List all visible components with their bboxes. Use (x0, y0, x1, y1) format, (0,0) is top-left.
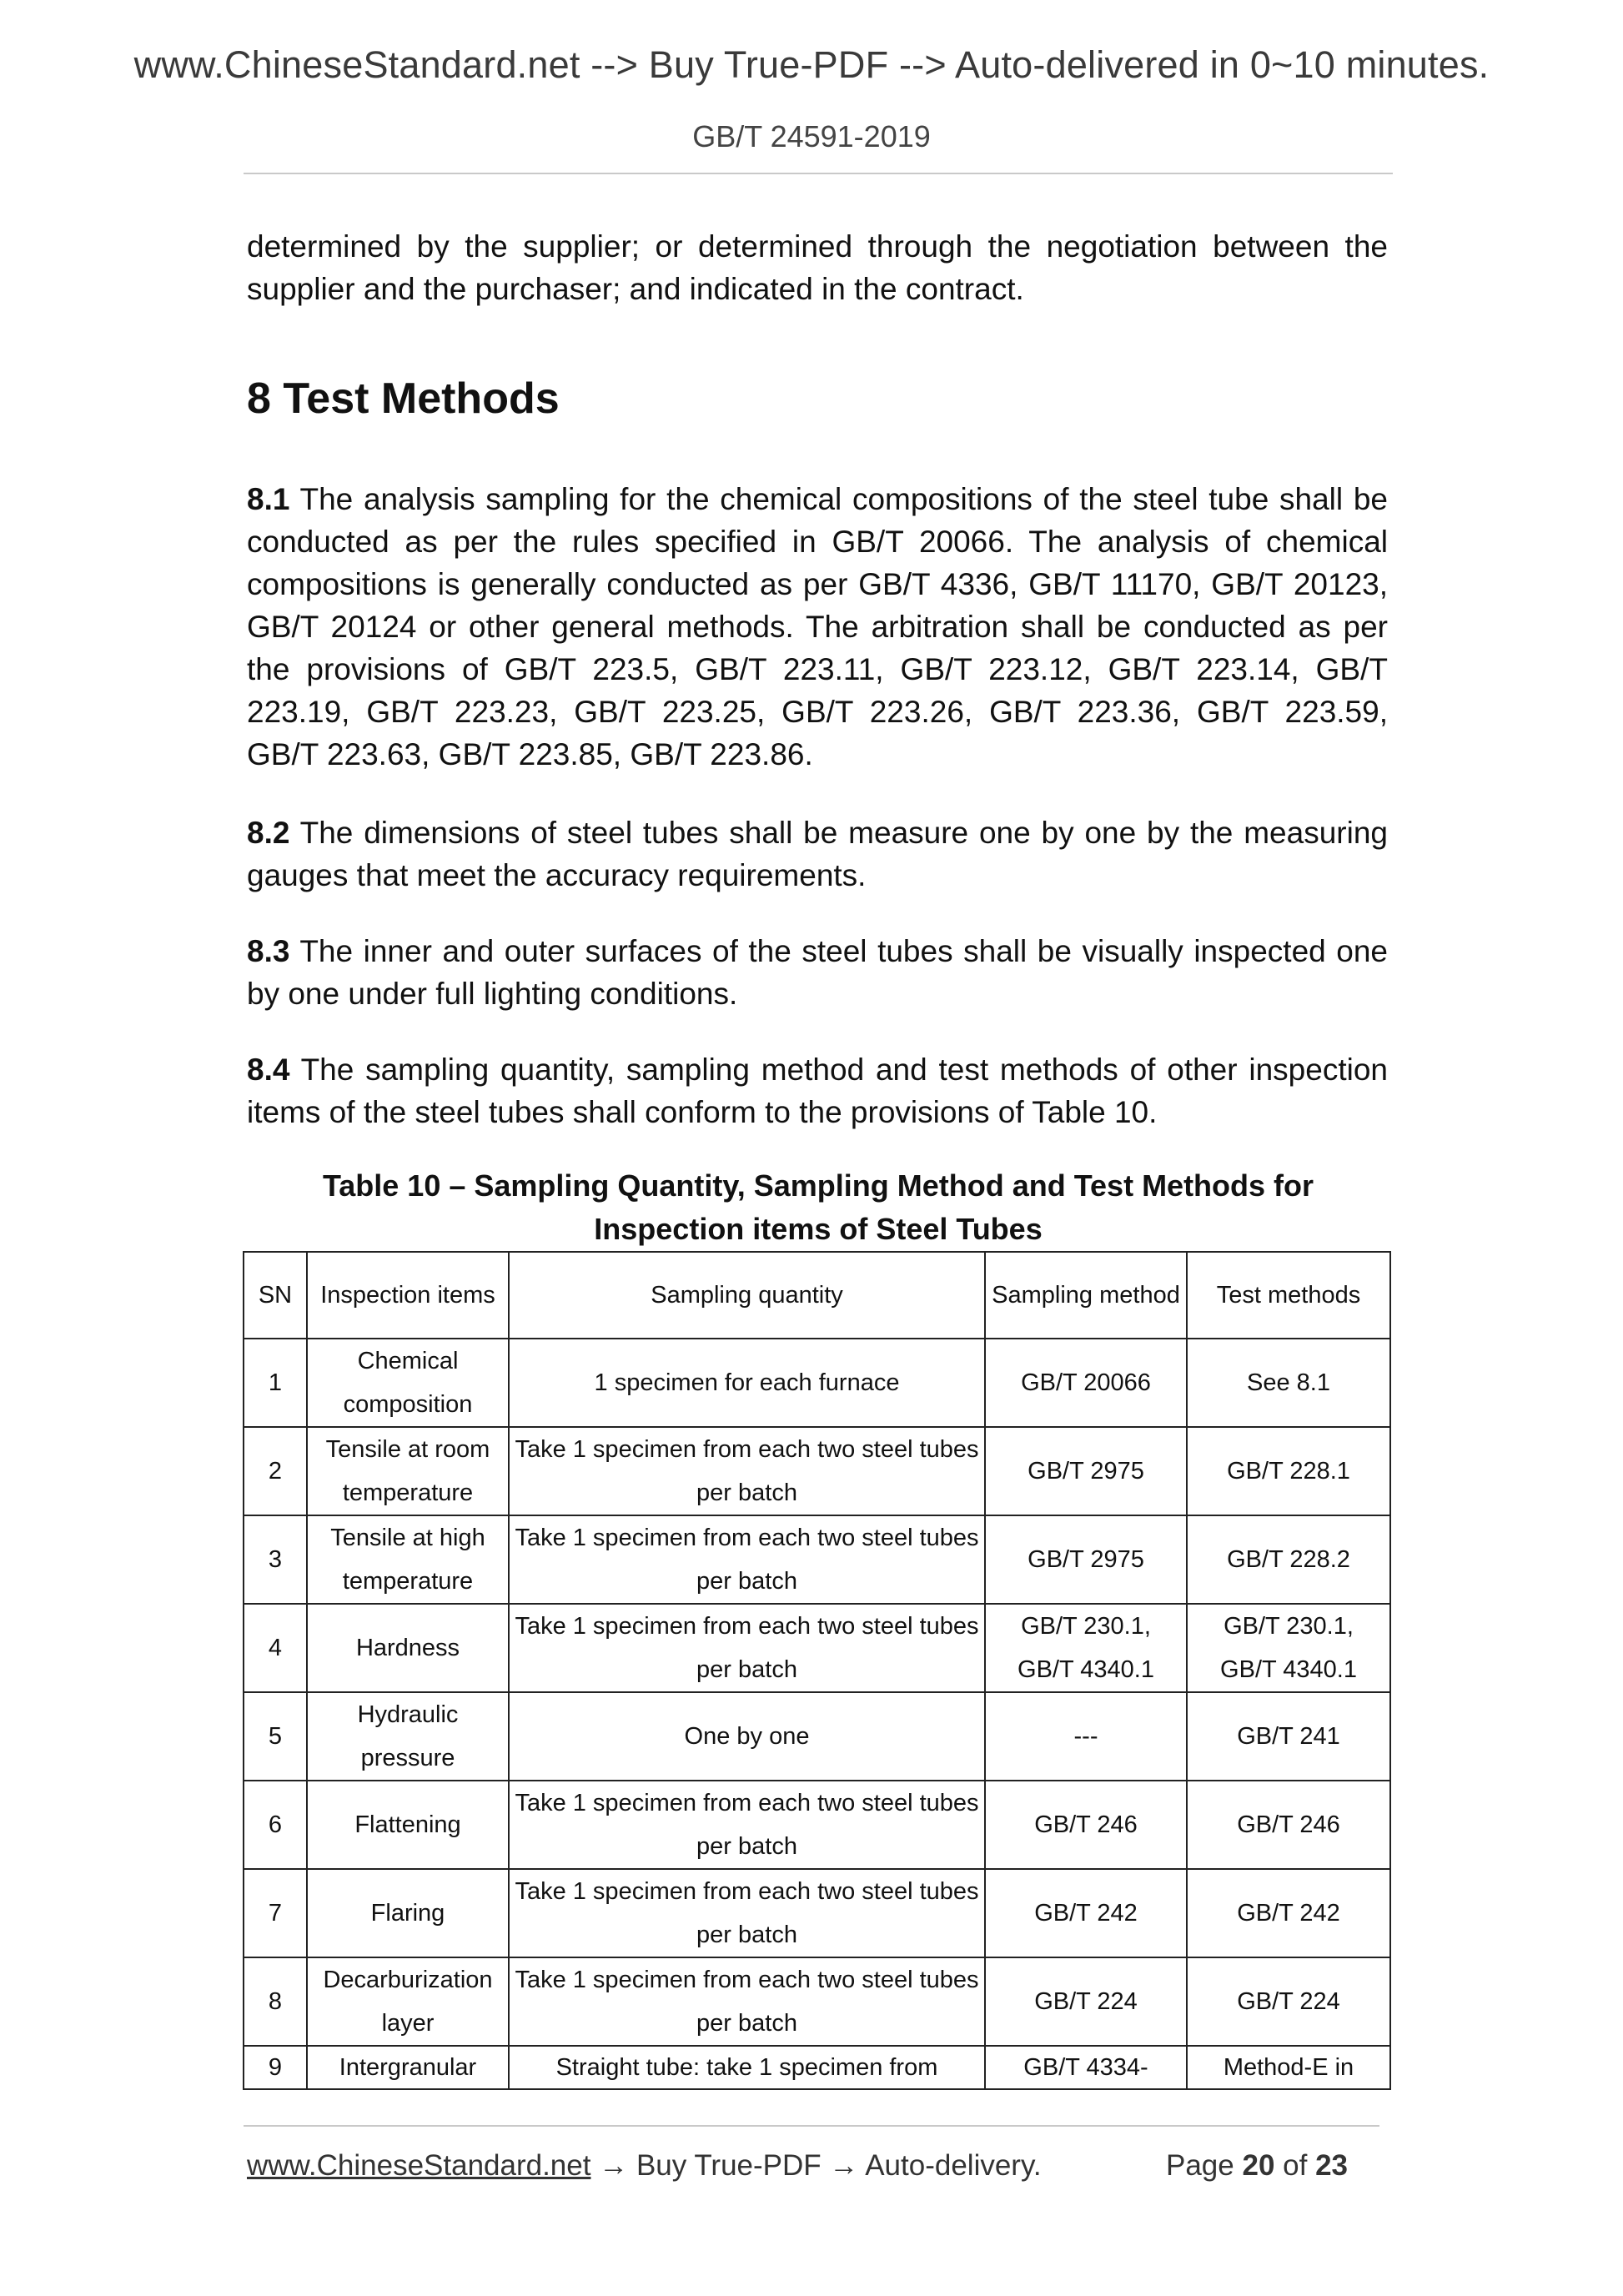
table-header-row (244, 1252, 1390, 1339)
cell-test-method: GB/T 224 (1187, 1957, 1390, 2046)
cell-sampling-quantity: Take 1 specimen from each two steel tubes per batch (509, 1869, 985, 1957)
cell-test-method: GB/T 242 (1187, 1869, 1390, 1957)
cell-inspection-item: Decarburization layer (307, 1957, 509, 2046)
cell-sampling-quantity: Take 1 specimen from each two steel tubes per batch (509, 1604, 985, 1692)
table-caption-line-2: Inspection items of Steel Tubes (594, 1212, 1043, 1246)
cell-inspection-item: Tensile at high temperature (307, 1515, 509, 1604)
cell-test-method: Method-E in (1187, 2046, 1390, 2089)
header-inspection-items: Inspection items (307, 1252, 509, 1339)
header-sampling-method: Sampling method (985, 1252, 1187, 1339)
footer-divider (244, 2125, 1379, 2127)
inspection-table (243, 1251, 1391, 2090)
page-total: 23 (1315, 2149, 1349, 2182)
arrow-icon: → (829, 2149, 859, 2182)
cell-inspection-item: Flattening (307, 1781, 509, 1869)
cell-test-method: GB/T 241 (1187, 1692, 1390, 1781)
cell-inspection-item: Tensile at room temperature (307, 1427, 509, 1515)
cell-sampling-quantity: Straight tube: take 1 specimen from (509, 2046, 985, 2089)
clause-8-4 (247, 1048, 1388, 1133)
header-sn: SN (244, 1252, 307, 1339)
cell-sampling-quantity: Take 1 specimen from each two steel tubes per batch (509, 1427, 985, 1515)
clause-text: The analysis sampling for the chemical compositions of the steel tube shall be conducted as per the rules specified in GB/T 20066. The analysis of chemical compositions is generally conducted as per GB/T 4336, GB/T 11170, GB/T 20123, GB/T 20124 or other general methods. The arbitration shall be conducted as per the provisions of GB/T 223.5, GB/T 223.11, GB/T 223.12, GB/T 223.14, GB/T 223.19, GB/T 223.23, GB/T 223.25, GB/T 223.26, GB/T 223.36, GB/T 223.59, GB/T 223.63, GB/T 223.85, GB/T 223.86. (247, 482, 1388, 771)
table-caption-line-1: Table 10 – Sampling Quantity, Sampling Method and Test Methods for (322, 1168, 1314, 1203)
table-row (244, 1604, 1390, 1692)
cell-inspection-item: Intergranular (307, 2046, 509, 2089)
clause-text: The inner and outer surfaces of the steel tubes shall be visually inspected one by one under full lighting conditions. (247, 934, 1388, 1011)
cell-sampling-quantity: Take 1 specimen from each two steel tubes per batch (509, 1781, 985, 1869)
footer-delivery-text: Auto-delivery. (865, 2149, 1042, 2182)
cell-sn: 7 (244, 1869, 307, 1957)
clause-8-2 (247, 811, 1388, 897)
page-indicator (1166, 2149, 1348, 2183)
cell-test-method: GB/T 230.1, GB/T 4340.1 (1187, 1604, 1390, 1692)
table-row (244, 1692, 1390, 1781)
cell-sampling-method: GB/T 2975 (985, 1515, 1187, 1604)
cell-sn: 4 (244, 1604, 307, 1692)
table-row (244, 2046, 1390, 2089)
cell-sn: 5 (244, 1692, 307, 1781)
cell-test-method: GB/T 246 (1187, 1781, 1390, 1869)
cell-sampling-method: GB/T 224 (985, 1957, 1187, 2046)
cell-sampling-quantity: 1 specimen for each furnace (509, 1339, 985, 1427)
cell-sn: 2 (244, 1427, 307, 1515)
page-label: Page (1166, 2149, 1234, 2182)
cell-inspection-item: Hardness (307, 1604, 509, 1692)
cell-sn: 1 (244, 1339, 307, 1427)
table-row (244, 1515, 1390, 1604)
clause-8-1 (247, 478, 1388, 776)
clause-text: The dimensions of steel tubes shall be measure one by one by the measuring gauges that meet the accuracy requirements. (247, 816, 1388, 892)
top-banner: www.ChineseStandard.net --> Buy True-PDF --> Auto-delivered in 0~10 minutes. (133, 43, 1490, 86)
cell-test-method: GB/T 228.2 (1187, 1515, 1390, 1604)
cell-inspection-item: Flaring (307, 1869, 509, 1957)
page-number: 20 (1242, 2149, 1275, 2182)
footer-links (247, 2149, 1042, 2183)
cell-sn: 6 (244, 1781, 307, 1869)
cell-sampling-quantity: Take 1 specimen from each two steel tubes per batch (509, 1957, 985, 2046)
clause-text: The sampling quantity, sampling method and test methods of other inspection items of the steel tubes shall conform to the provisions of Table 10. (247, 1053, 1388, 1129)
cell-sampling-method: GB/T 20066 (985, 1339, 1187, 1427)
cell-sn: 8 (244, 1957, 307, 2046)
clause-number: 8.4 (247, 1053, 290, 1087)
cell-sampling-method: GB/T 2975 (985, 1427, 1187, 1515)
table-row (244, 1781, 1390, 1869)
of-label: of (1283, 2149, 1308, 2182)
clause-number: 8.1 (247, 482, 290, 516)
cell-inspection-item: Chemical composition (307, 1339, 509, 1427)
cell-sampling-method: --- (985, 1692, 1187, 1781)
cell-sampling-method: GB/T 242 (985, 1869, 1187, 1957)
cell-sn: 9 (244, 2046, 307, 2089)
footer-site-link[interactable]: www.ChineseStandard.net (247, 2149, 591, 2182)
cell-test-method: GB/T 228.1 (1187, 1427, 1390, 1515)
table-row (244, 1957, 1390, 2046)
cell-test-method: See 8.1 (1187, 1339, 1390, 1427)
footer-buy-text: Buy True-PDF (636, 2149, 822, 2182)
cell-sampling-method: GB/T 4334- (985, 2046, 1187, 2089)
header-test-methods: Test methods (1187, 1252, 1390, 1339)
clause-number: 8.2 (247, 816, 290, 850)
cell-sn: 3 (244, 1515, 307, 1604)
document-code: GB/T 24591-2019 (692, 119, 931, 153)
cell-sampling-method: GB/T 246 (985, 1781, 1187, 1869)
intro-paragraph: determined by the supplier; or determined through the negotiation between the supplier and the purchaser; and indicated in the contract. (247, 229, 1388, 306)
table-caption (244, 1164, 1393, 1251)
table-row (244, 1869, 1390, 1957)
table-row (244, 1339, 1390, 1427)
clause-number: 8.3 (247, 934, 290, 968)
header-sampling-quantity: Sampling quantity (509, 1252, 985, 1339)
table-row (244, 1427, 1390, 1515)
cell-inspection-item: Hydraulic pressure (307, 1692, 509, 1781)
arrow-icon: → (599, 2149, 629, 2182)
clause-8-3 (247, 930, 1388, 1015)
header-divider (244, 173, 1393, 174)
cell-sampling-quantity: Take 1 specimen from each two steel tubes per batch (509, 1515, 985, 1604)
section-title: 8 Test Methods (247, 374, 560, 423)
cell-sampling-quantity: One by one (509, 1692, 985, 1781)
cell-sampling-method: GB/T 230.1, GB/T 4340.1 (985, 1604, 1187, 1692)
